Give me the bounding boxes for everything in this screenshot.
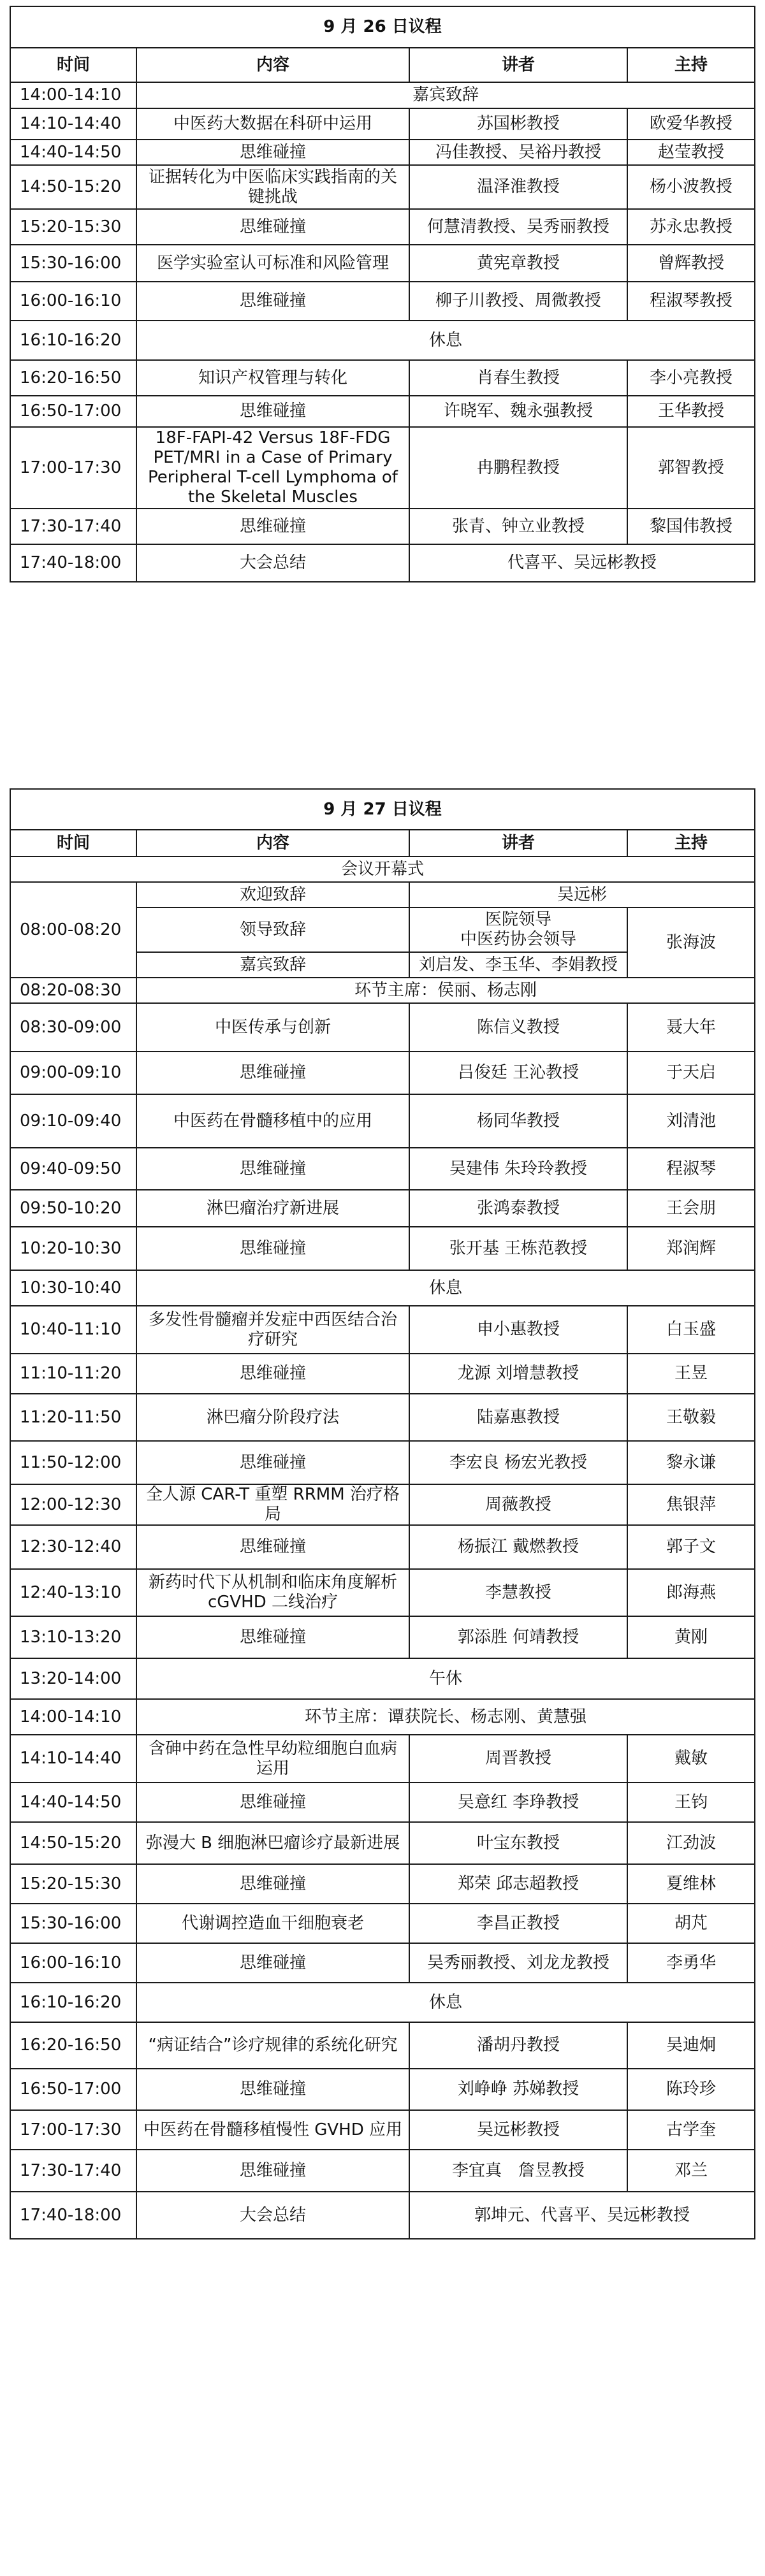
- row-speaker: 代喜平、吴远彬教授: [409, 544, 755, 582]
- row-host: 黎国伟教授: [627, 509, 755, 544]
- row-content: 全人源 CAR-T 重塑 RRMM 治疗格局: [136, 1484, 409, 1525]
- row-content: 新药时代下从机制和临床角度解析 cGVHD 二线治疗: [136, 1569, 409, 1616]
- row-host: 李勇华: [627, 1943, 755, 1983]
- agenda-row: [10, 1904, 755, 1943]
- row-content: 淋巴瘤治疗新进展: [136, 1190, 409, 1227]
- agenda-row: [10, 1864, 755, 1904]
- row-time: 08:30-09:00: [10, 1003, 136, 1052]
- row-host: 苏永忠教授: [627, 209, 755, 245]
- opening-time: 08:00-08:20: [10, 882, 136, 978]
- agenda-row: [10, 2110, 755, 2150]
- row-speaker: 李宜真 詹昱教授: [409, 2150, 627, 2192]
- row-content: 中医药在骨髓移植中的应用: [136, 1094, 409, 1148]
- agenda-row: [10, 360, 755, 396]
- row-content: 中医传承与创新: [136, 1003, 409, 1052]
- row-content-merged: 嘉宾致辞: [136, 82, 755, 108]
- agenda-row: [10, 1227, 755, 1270]
- row-host: 戴敏: [627, 1735, 755, 1783]
- row-host: 欧爱华教授: [627, 108, 755, 140]
- row-speaker: 黄宪章教授: [409, 245, 627, 282]
- row-speaker: 郑荣 邱志超教授: [409, 1864, 627, 1904]
- row-content: 大会总结: [136, 544, 409, 582]
- row-speaker: 叶宝东教授: [409, 1822, 627, 1864]
- row-content: 大会总结: [136, 2192, 409, 2239]
- row-time: 14:50-15:20: [10, 165, 136, 209]
- agenda-row: [10, 1783, 755, 1822]
- opening-speaker: 刘启发、李玉华、李娟教授: [409, 952, 627, 978]
- row-content-merged: 午休: [136, 1658, 755, 1699]
- header-time: 时间: [10, 830, 136, 857]
- agenda-row: [10, 1052, 755, 1094]
- row-speaker: 周晋教授: [409, 1735, 627, 1783]
- opening-speaker: 医院领导 中医药协会领导: [409, 908, 627, 952]
- row-speaker: 陈信义教授: [409, 1003, 627, 1052]
- agenda-row: [10, 1658, 755, 1699]
- agenda-row: [10, 978, 755, 1003]
- agenda-row: [10, 2150, 755, 2192]
- row-host: 陈玲珍: [627, 2069, 755, 2110]
- row-content-merged: 休息: [136, 321, 755, 360]
- row-content: 医学实验室认可标准和风险管理: [136, 245, 409, 282]
- row-content: 思维碰撞: [136, 1616, 409, 1658]
- row-speaker: 肖春生教授: [409, 360, 627, 396]
- row-speaker: 柳子川教授、周微教授: [409, 282, 627, 321]
- agenda-row: [10, 2192, 755, 2239]
- row-speaker: 吴建伟 朱玲玲教授: [409, 1148, 627, 1190]
- agenda-row: [10, 321, 755, 360]
- agenda-row: [10, 140, 755, 165]
- day2-title: 9 月 27 日议程: [10, 789, 755, 830]
- row-speaker: 杨振江 戴燃教授: [409, 1525, 627, 1569]
- row-speaker: 苏国彬教授: [409, 108, 627, 140]
- row-content: 思维碰撞: [136, 1525, 409, 1569]
- row-content: 思维碰撞: [136, 209, 409, 245]
- row-speaker: 冯佳教授、吴裕丹教授: [409, 140, 627, 165]
- row-time: 16:10-16:20: [10, 1983, 136, 2022]
- row-speaker: 张鸿泰教授: [409, 1190, 627, 1227]
- row-time: 11:20-11:50: [10, 1394, 136, 1441]
- agenda-row: [10, 245, 755, 282]
- row-speaker: 吕俊廷 王沁教授: [409, 1052, 627, 1094]
- agenda-row: [10, 1943, 755, 1983]
- agenda-row: [10, 1094, 755, 1148]
- agenda-row: [10, 1699, 755, 1735]
- row-speaker: 龙源 刘增慧教授: [409, 1354, 627, 1394]
- header-content: 内容: [136, 48, 409, 82]
- opening-speaker: 吴远彬: [409, 882, 755, 908]
- row-content-merged: 环节主席：侯丽、杨志刚: [136, 978, 755, 1003]
- row-speaker: 温泽淮教授: [409, 165, 627, 209]
- agenda-row: [10, 108, 755, 140]
- agenda-row: [10, 1190, 755, 1227]
- row-speaker: 申小惠教授: [409, 1306, 627, 1354]
- row-host: 程淑琴教授: [627, 282, 755, 321]
- row-host: 郎海燕: [627, 1569, 755, 1616]
- row-host: 于天启: [627, 1052, 755, 1094]
- row-host: 焦银萍: [627, 1484, 755, 1525]
- row-host: 王会朋: [627, 1190, 755, 1227]
- agenda-row: [10, 1616, 755, 1658]
- agenda-day1: [10, 6, 754, 582]
- row-time: 16:00-16:10: [10, 1943, 136, 1983]
- row-content: 证据转化为中医临床实践指南的关键挑战: [136, 165, 409, 209]
- row-time: 14:00-14:10: [10, 1699, 136, 1735]
- row-time: 12:00-12:30: [10, 1484, 136, 1525]
- agenda-row: [10, 509, 755, 544]
- agenda-row: [10, 2069, 755, 2110]
- row-content: 思维碰撞: [136, 1227, 409, 1270]
- row-host: 赵莹教授: [627, 140, 755, 165]
- agenda-row: [10, 1441, 755, 1484]
- row-content: 多发性骨髓瘤并发症中西医结合治疗研究: [136, 1306, 409, 1354]
- row-host: 曾辉教授: [627, 245, 755, 282]
- row-content: “病证结合”诊疗规律的系统化研究: [136, 2022, 409, 2069]
- row-host: 郭智教授: [627, 427, 755, 509]
- agenda-row: [10, 1354, 755, 1394]
- row-content-merged: 环节主席：谭获院长、杨志刚、黄慧强: [136, 1699, 755, 1735]
- row-speaker: 周薇教授: [409, 1484, 627, 1525]
- row-speaker: 何慧清教授、吴秀丽教授: [409, 209, 627, 245]
- agenda-row: [10, 1983, 755, 2022]
- agenda-row: [10, 396, 755, 427]
- row-speaker: 刘峥峥 苏娣教授: [409, 2069, 627, 2110]
- row-host: 聂大年: [627, 1003, 755, 1052]
- row-time: 12:40-13:10: [10, 1569, 136, 1616]
- row-time: 17:00-17:30: [10, 427, 136, 509]
- agenda-row: [10, 165, 755, 209]
- agenda-row: [10, 1484, 755, 1525]
- row-host: 胡芃: [627, 1904, 755, 1943]
- agenda-row: [10, 1525, 755, 1569]
- agenda-row: [10, 1306, 755, 1354]
- row-content: 中医药大数据在科研中运用: [136, 108, 409, 140]
- row-host: 王敬毅: [627, 1394, 755, 1441]
- row-content: 思维碰撞: [136, 1052, 409, 1094]
- row-time: 11:50-12:00: [10, 1441, 136, 1484]
- row-host: 刘清池: [627, 1094, 755, 1148]
- agenda-row: [10, 1394, 755, 1441]
- row-time: 17:40-18:00: [10, 2192, 136, 2239]
- row-speaker: 李昌正教授: [409, 1904, 627, 1943]
- row-time: 10:40-11:10: [10, 1306, 136, 1354]
- row-time: 09:10-09:40: [10, 1094, 136, 1148]
- row-host: 郑润辉: [627, 1227, 755, 1270]
- row-time: 17:40-18:00: [10, 544, 136, 582]
- agenda-row: [10, 282, 755, 321]
- row-time: 11:10-11:20: [10, 1354, 136, 1394]
- row-speaker: 张青、钟立业教授: [409, 509, 627, 544]
- row-time: 10:20-10:30: [10, 1227, 136, 1270]
- row-speaker: 李宏良 杨宏光教授: [409, 1441, 627, 1484]
- row-time: 14:10-14:40: [10, 1735, 136, 1783]
- row-time: 16:20-16:50: [10, 360, 136, 396]
- row-content: 思维碰撞: [136, 2069, 409, 2110]
- row-time: 09:40-09:50: [10, 1148, 136, 1190]
- row-host: 黄刚: [627, 1616, 755, 1658]
- agenda-row: [10, 1270, 755, 1306]
- row-content: 含砷中药在急性早幼粒细胞白血病运用: [136, 1735, 409, 1783]
- agenda-row: [10, 1569, 755, 1616]
- agenda-row: [10, 1822, 755, 1864]
- opening-content: 欢迎致辞: [136, 882, 409, 908]
- row-content: 思维碰撞: [136, 1864, 409, 1904]
- row-time: 17:30-17:40: [10, 2150, 136, 2192]
- row-speaker: 李慧教授: [409, 1569, 627, 1616]
- header-host: 主持: [627, 830, 755, 857]
- row-host: 王华教授: [627, 396, 755, 427]
- row-speaker: 吴远彬教授: [409, 2110, 627, 2150]
- header-speaker: 讲者: [409, 830, 627, 857]
- row-content: 代谢调控造血干细胞衰老: [136, 1904, 409, 1943]
- row-host: 程淑琴: [627, 1148, 755, 1190]
- opening-content: 嘉宾致辞: [136, 952, 409, 978]
- row-host: 杨小波教授: [627, 165, 755, 209]
- row-time: 09:00-09:10: [10, 1052, 136, 1094]
- row-time: 08:20-08:30: [10, 978, 136, 1003]
- row-speaker: 吴意红 李琤教授: [409, 1783, 627, 1822]
- row-time: 13:20-14:00: [10, 1658, 136, 1699]
- agenda-row: [10, 427, 755, 509]
- row-time: 16:50-17:00: [10, 396, 136, 427]
- row-host: 王钧: [627, 1783, 755, 1822]
- row-time: 17:00-17:30: [10, 2110, 136, 2150]
- agenda-row: [10, 2022, 755, 2069]
- day1-title: 9 月 26 日议程: [10, 6, 755, 48]
- row-content: 思维碰撞: [136, 1148, 409, 1190]
- row-time: 14:50-15:20: [10, 1822, 136, 1864]
- row-content: 思维碰撞: [136, 509, 409, 544]
- row-content: 思维碰撞: [136, 2150, 409, 2192]
- row-host: 王昱: [627, 1354, 755, 1394]
- row-content: 思维碰撞: [136, 1441, 409, 1484]
- opening-content: 领导致辞: [136, 908, 409, 952]
- row-host: 江劲波: [627, 1822, 755, 1864]
- row-time: 14:40-14:50: [10, 1783, 136, 1822]
- row-time: 15:30-16:00: [10, 245, 136, 282]
- row-time: 10:30-10:40: [10, 1270, 136, 1306]
- row-time: 14:40-14:50: [10, 140, 136, 165]
- row-content: 中医药在骨髓移植慢性 GVHD 应用: [136, 2110, 409, 2150]
- row-content: 思维碰撞: [136, 1783, 409, 1822]
- header-content: 内容: [136, 830, 409, 857]
- row-time: 14:10-14:40: [10, 108, 136, 140]
- row-host: 古学奎: [627, 2110, 755, 2150]
- row-time: 14:00-14:10: [10, 82, 136, 108]
- row-time: 16:20-16:50: [10, 2022, 136, 2069]
- row-content-merged: 休息: [136, 1270, 755, 1306]
- row-content-merged: 休息: [136, 1983, 755, 2022]
- row-speaker: 许晓军、魏永强教授: [409, 396, 627, 427]
- row-speaker: 陆嘉惠教授: [409, 1394, 627, 1441]
- row-speaker: 潘胡丹教授: [409, 2022, 627, 2069]
- row-content: 思维碰撞: [136, 1943, 409, 1983]
- row-time: 16:50-17:00: [10, 2069, 136, 2110]
- opening-title: 会议开幕式: [10, 857, 755, 882]
- row-content: 思维碰撞: [136, 396, 409, 427]
- agenda-day2: [10, 788, 754, 2240]
- opening-host: 张海波: [627, 908, 755, 978]
- row-speaker: 郭坤元、代喜平、吴远彬教授: [409, 2192, 755, 2239]
- row-time: 15:20-15:30: [10, 209, 136, 245]
- row-host: 郭子文: [627, 1525, 755, 1569]
- row-time: 09:50-10:20: [10, 1190, 136, 1227]
- agenda-row: [10, 82, 755, 108]
- header-speaker: 讲者: [409, 48, 627, 82]
- row-content: 思维碰撞: [136, 282, 409, 321]
- row-host: 邓兰: [627, 2150, 755, 2192]
- row-speaker: 冉鹏程教授: [409, 427, 627, 509]
- row-content: 18F-FAPI-42 Versus 18F-FDG PET/MRI in a Case of Primary Peripheral T-cell Lymphoma of the Skeletal Muscles: [136, 427, 409, 509]
- agenda-row: [10, 1003, 755, 1052]
- row-host: 黎永谦: [627, 1441, 755, 1484]
- row-content: 知识产权管理与转化: [136, 360, 409, 396]
- row-host: 白玉盛: [627, 1306, 755, 1354]
- row-speaker: 张开基 王栋范教授: [409, 1227, 627, 1270]
- row-host: 李小亮教授: [627, 360, 755, 396]
- agenda-row: [10, 544, 755, 582]
- row-time: 12:30-12:40: [10, 1525, 136, 1569]
- row-time: 16:00-16:10: [10, 282, 136, 321]
- row-time: 17:30-17:40: [10, 509, 136, 544]
- row-time: 15:20-15:30: [10, 1864, 136, 1904]
- row-speaker: 郭添胜 何靖教授: [409, 1616, 627, 1658]
- header-time: 时间: [10, 48, 136, 82]
- row-host: 夏维林: [627, 1864, 755, 1904]
- row-content: 思维碰撞: [136, 1354, 409, 1394]
- agenda-row: [10, 1735, 755, 1783]
- agenda-row: [10, 1148, 755, 1190]
- row-time: 13:10-13:20: [10, 1616, 136, 1658]
- row-speaker: 杨同华教授: [409, 1094, 627, 1148]
- row-time: 16:10-16:20: [10, 321, 136, 360]
- row-speaker: 吴秀丽教授、刘龙龙教授: [409, 1943, 627, 1983]
- row-host: 吴迪炯: [627, 2022, 755, 2069]
- header-host: 主持: [627, 48, 755, 82]
- row-content: 淋巴瘤分阶段疗法: [136, 1394, 409, 1441]
- row-time: 15:30-16:00: [10, 1904, 136, 1943]
- row-content: 思维碰撞: [136, 140, 409, 165]
- agenda-row: [10, 209, 755, 245]
- row-content: 弥漫大 B 细胞淋巴瘤诊疗最新进展: [136, 1822, 409, 1864]
